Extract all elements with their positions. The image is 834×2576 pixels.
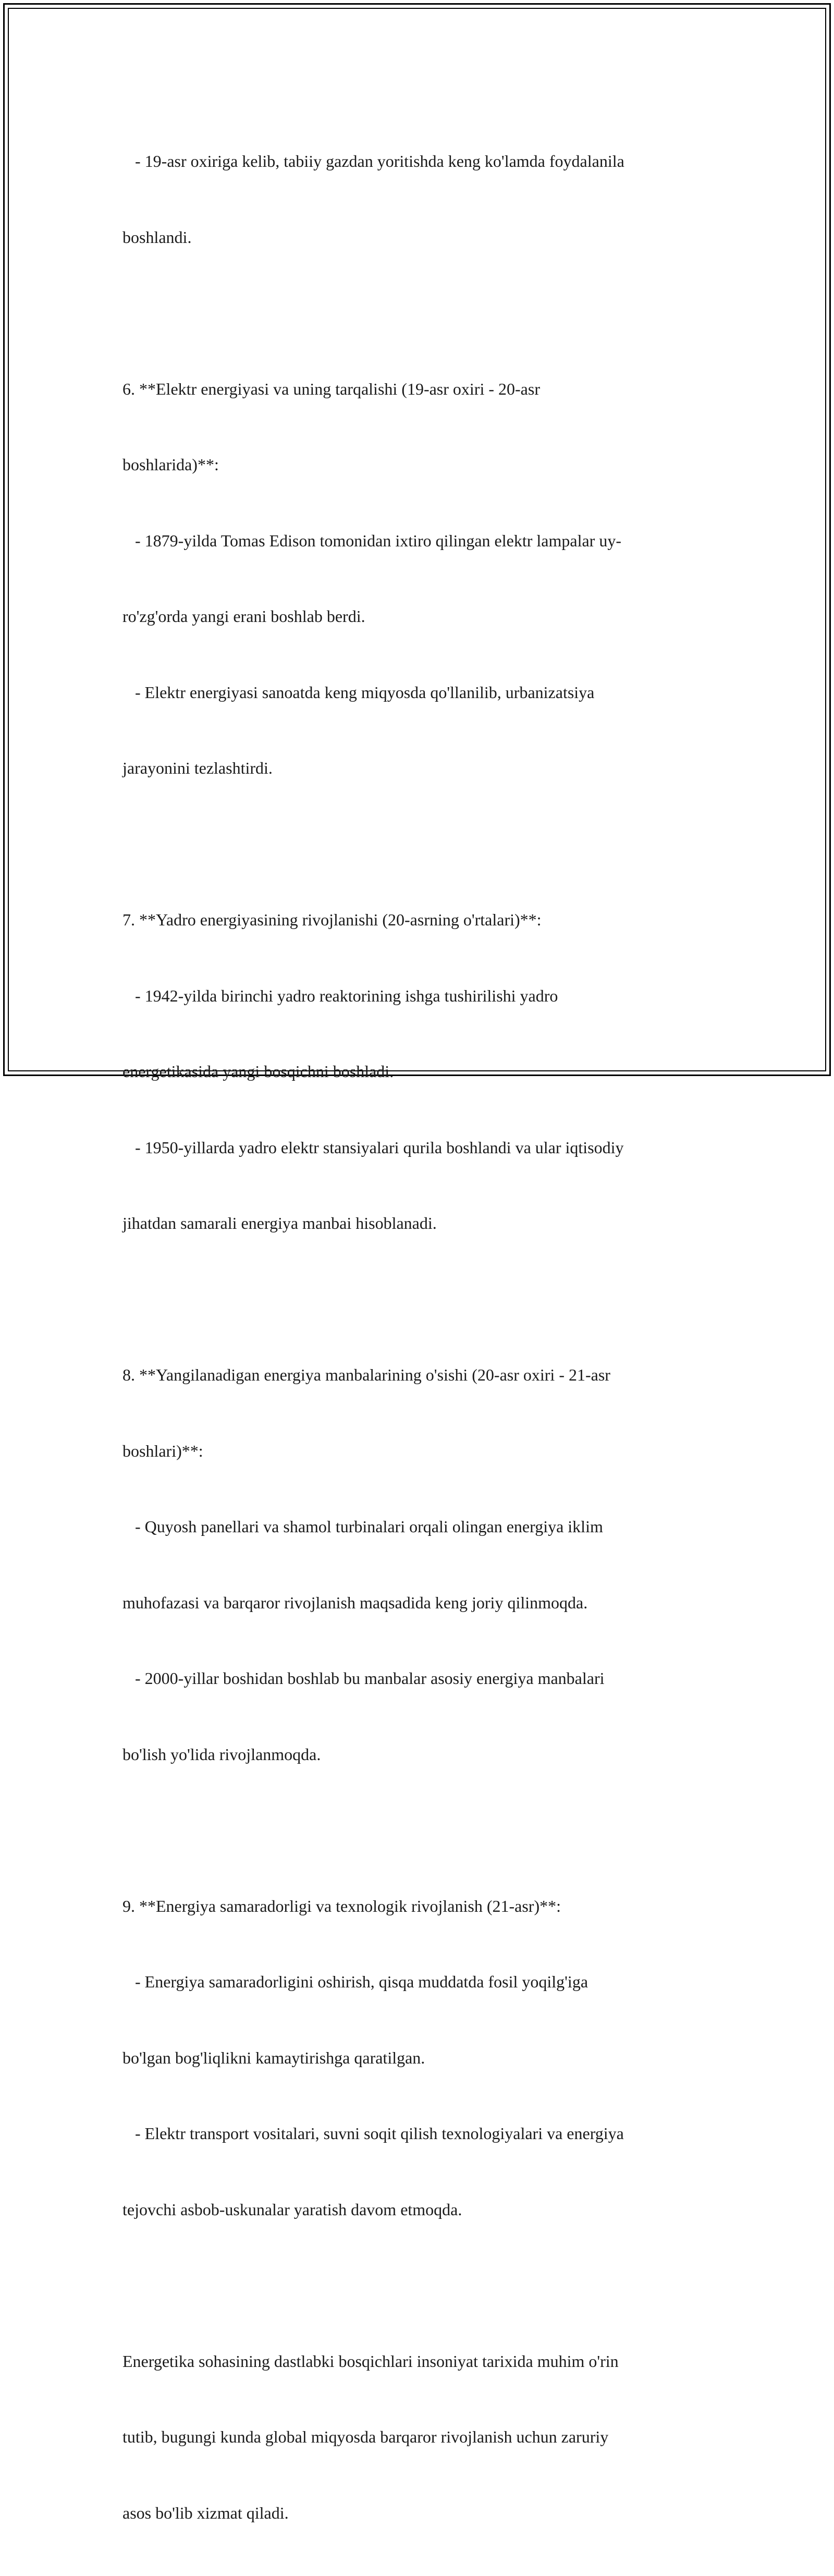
text-line: jihatdan samarali energiya manbai hisoblanadi. <box>122 1211 706 1236</box>
paragraph-conclusion <box>122 2298 706 2576</box>
text-line: - 1879-yilda Tomas Edison tomonidan ixtiro qilingan elektr lampalar uy- <box>122 528 706 554</box>
text-line: ro'zg'orda yangi erani boshlab berdi. <box>122 604 706 629</box>
text-line: - 19-asr oxiriga kelib, tabiiy gazdan yoritishda keng ko'lamda foydalanila <box>122 149 706 174</box>
text-line: Energetika sohasining dastlabki bosqichlari insoniyat tarixida muhim o'rin <box>122 2349 706 2374</box>
text-line: tutib, bugungi kunda global miqyosda barqaror rivojlanish uchun zaruriy <box>122 2424 706 2450</box>
text-line: - Elektr energiyasi sanoatda keng miqyosda qo'llanilib, urbanizatsiya <box>122 680 706 705</box>
text-line: - Elektr transport vositalari, suvni soqit qilish texnologiyalari va energiya <box>122 2121 706 2146</box>
paragraph-section-8 <box>122 1312 706 1817</box>
section-heading: boshlarida)**: <box>122 452 706 478</box>
paragraph-section-6 <box>122 326 706 832</box>
section-heading: 9. **Energiya samaradorligi va texnologik rivojlanish (21-asr)**: <box>122 1894 706 1919</box>
text-line: muhofazasi va barqaror rivojlanish maqsadida keng joriy qilinmoqda. <box>122 1590 706 1616</box>
text-line: tejovchi asbob-uskunalar yaratish davom etmoqda. <box>122 2197 706 2223</box>
paragraph-gap <box>122 300 706 326</box>
text-line: - 1942-yilda birinchi yadro reaktorining ishga tushirilishi yadro <box>122 983 706 1009</box>
section-heading: 8. **Yangilanadigan energiya manbalarining o'sishi (20-asr oxiri - 21-asr <box>122 1362 706 1388</box>
section-heading: 7. **Yadro energiyasining rivojlanishi (20-asrning o'rtalari)**: <box>122 907 706 933</box>
paragraph-gap <box>122 1817 706 1843</box>
paragraph-natural-gas <box>122 98 706 300</box>
text-line: boshlandi. <box>122 225 706 250</box>
document-body <box>122 98 706 2576</box>
text-line: bo'lgan bog'liqlikni kamaytirishga qaratilgan. <box>122 2045 706 2071</box>
text-line: - 1950-yillarda yadro elektr stansiyalari qurila boshlandi va ular iqtisodiy <box>122 1135 706 1161</box>
text-line: - Energiya samaradorligini oshirish, qisqa muddatda fosil yoqilg'iga <box>122 1969 706 1995</box>
text-line: - 2000-yillar boshidan boshlab bu manbalar asosiy energiya manbalari <box>122 1666 706 1691</box>
section-heading: boshlari)**: <box>122 1438 706 1464</box>
paragraph-gap <box>122 1287 706 1312</box>
text-line: bo'lish yo'lida rivojlanmoqda. <box>122 1742 706 1767</box>
paragraph-gap <box>122 2273 706 2298</box>
text-line: jarayonini tezlashtirdi. <box>122 755 706 781</box>
text-line: energetikasida yangi bosqichni boshladi. <box>122 1059 706 1084</box>
text-line: - Quyosh panellari va shamol turbinalari orqali olingan energiya iklim <box>122 1514 706 1540</box>
text-line: asos bo'lib xizmat qiladi. <box>122 2500 706 2526</box>
paragraph-section-7 <box>122 857 706 1287</box>
section-heading: 6. **Elektr energiyasi va uning tarqalishi (19-asr oxiri - 20-asr <box>122 376 706 402</box>
paragraph-gap <box>122 832 706 857</box>
paragraph-section-9 <box>122 1843 706 2273</box>
